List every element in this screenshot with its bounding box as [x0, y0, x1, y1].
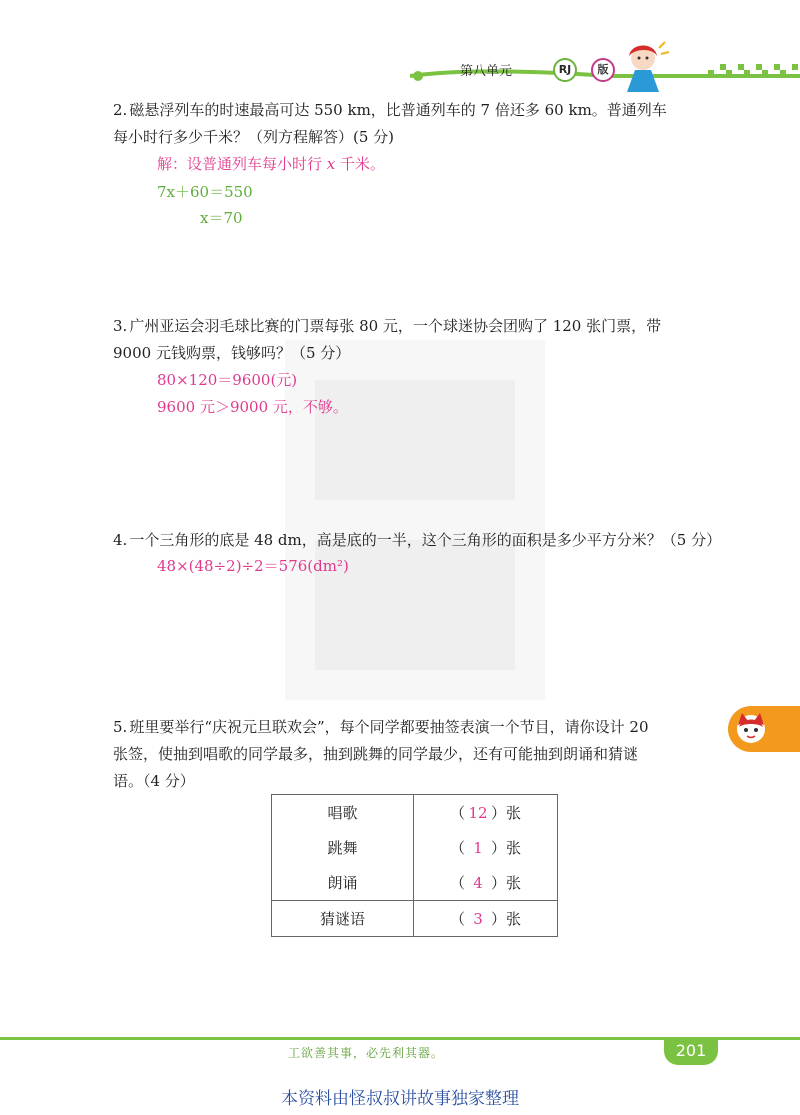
unit-title: 第八单元 — [460, 64, 513, 79]
question-text: 语。（4 分） — [113, 772, 195, 790]
watermark-logo — [285, 340, 545, 700]
count: 3 — [473, 910, 483, 928]
question-text: 每小时行多少千米？（列方程解答）(5 分) — [113, 128, 395, 146]
row-value: （ 1 ）张 — [449, 839, 522, 857]
answer-line: 48×(48÷2)÷2＝576(dm²) — [157, 557, 349, 575]
footer-motto: 工欲善其事，必先利其器。 — [288, 1046, 445, 1060]
lottery-table — [271, 794, 558, 937]
row-label: 唱歌 — [272, 795, 414, 831]
table-row — [272, 830, 558, 865]
checker-pattern — [708, 64, 800, 82]
count: 4 — [473, 874, 483, 892]
row-value: （ 4 ）张 — [449, 874, 522, 892]
question-3 — [113, 313, 661, 367]
count: 12 — [468, 804, 488, 822]
question-text: 班里要举行“庆祝元旦联欢会”，每个同学都要抽签表演一个节目，请你设计 20 — [129, 718, 649, 736]
table-row — [272, 865, 558, 901]
question-text: 一个三角形的底是 48 dm，高是底的一半，这个三角形的面积是多少平方分米？（5 分） — [129, 531, 722, 549]
cartoon-face-icon — [734, 711, 768, 745]
question-text: 广州亚运会羽毛球比赛的门票每张 80 元，一个球迷协会团购了 120 张门票，带 — [129, 317, 662, 335]
question-5 — [113, 714, 649, 795]
row-label: 猜谜语 — [272, 901, 414, 937]
answer-solution: x＝70 — [200, 209, 243, 227]
mascot-girl-icon — [615, 38, 671, 94]
question-4 — [113, 527, 721, 554]
question-number: 2. — [113, 101, 128, 119]
answer-line: 9600 元＞9000 元，不够。 — [157, 398, 348, 416]
table-row — [272, 901, 558, 937]
question-2 — [113, 97, 667, 151]
question-number: 3. — [113, 317, 128, 335]
table-row — [272, 795, 558, 831]
credit-text: 本资料由怪叔叔讲故事独家整理 — [281, 1089, 519, 1109]
question-text: 磁悬浮列车的时速最高可达 550 km，比普通列车的 7 倍还多 60 km。普通列车 — [129, 101, 667, 119]
question-text: 9000 元钱购票，钱够吗？（5 分） — [113, 344, 351, 362]
rj-badge: RJ — [553, 58, 577, 82]
page-number: 201 — [664, 1037, 718, 1065]
question-number: 4. — [113, 531, 128, 549]
question-number: 5. — [113, 718, 128, 736]
row-value: （ 3 ）张 — [414, 901, 558, 937]
answer-line: 80×120＝9600(元) — [157, 371, 298, 389]
answer-equation: 7x＋60＝550 — [157, 183, 253, 201]
answer-line: 解：设普通列车每小时行 x 千米。 — [157, 155, 386, 173]
edition-badge: 版 — [591, 58, 615, 82]
row-label: 跳舞 — [272, 830, 414, 865]
row-label: 朗诵 — [272, 865, 414, 901]
count: 1 — [473, 839, 483, 857]
row-value: （ 12 ）张 — [449, 804, 522, 822]
question-text: 张签，使抽到唱歌的同学最多，抽到跳舞的同学最少，还有可能抽到朗诵和猜谜 — [113, 745, 639, 763]
